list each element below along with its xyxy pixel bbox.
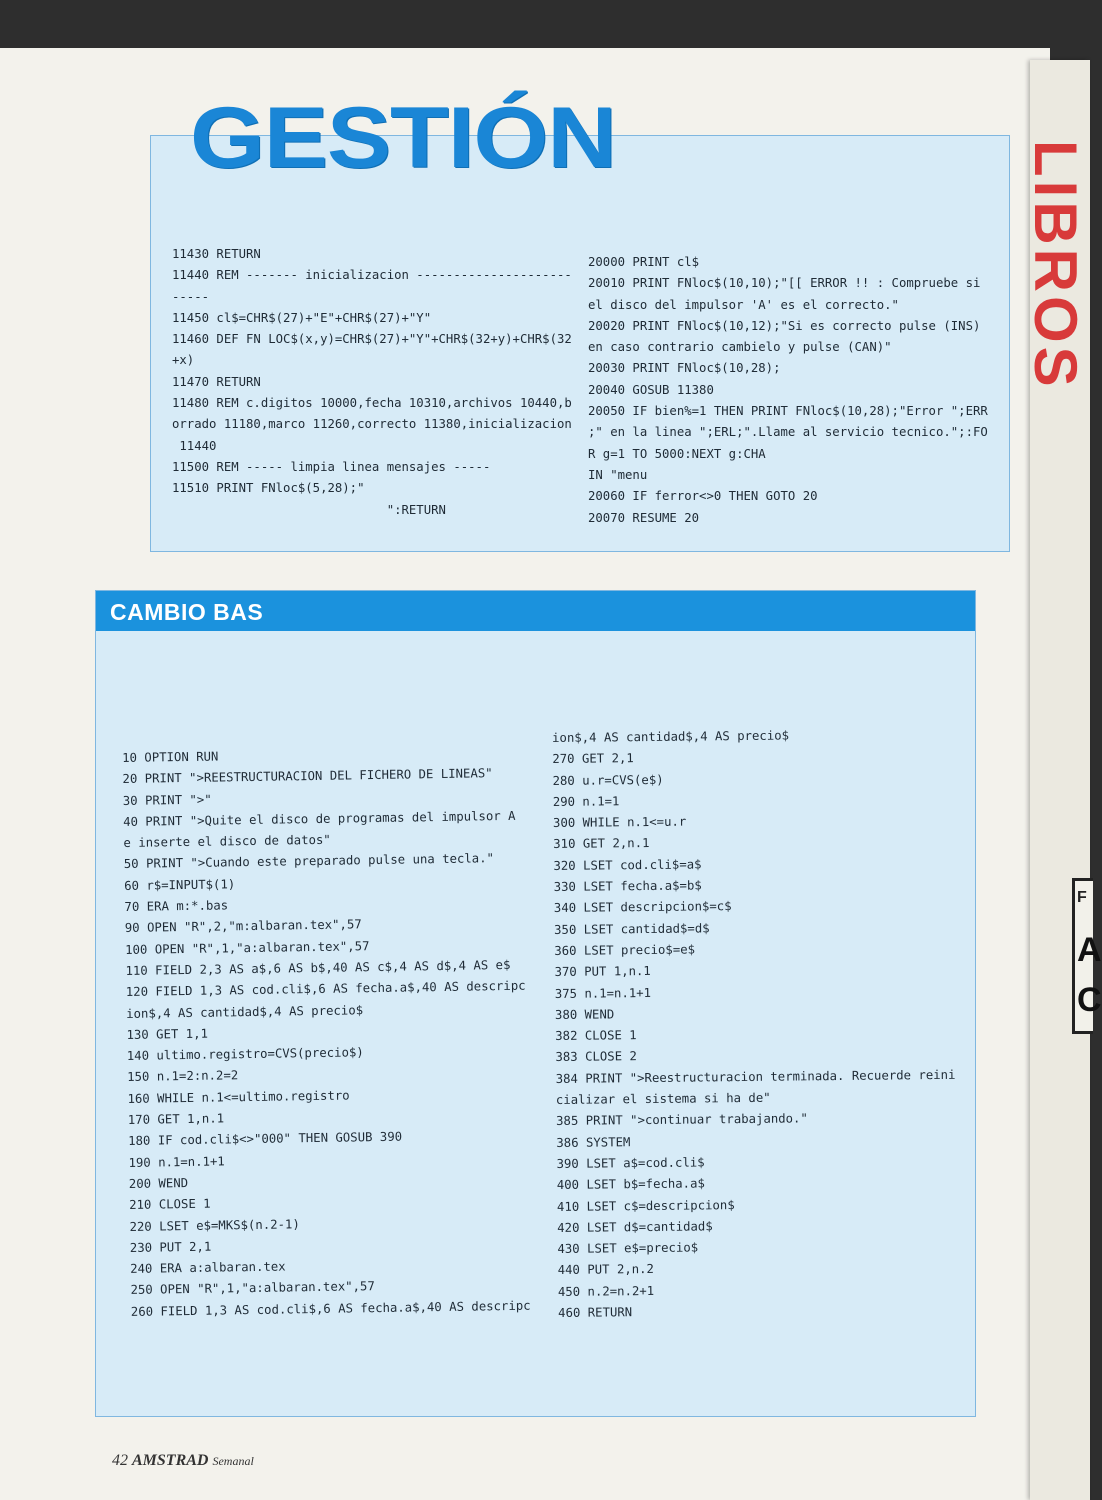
magazine-subtitle: Semanal <box>212 1454 254 1468</box>
side-box <box>1072 878 1102 1034</box>
cambio-code-right: ion$,4 AS cantidad$,4 AS precio$ 270 GET 2,1 280 u.r=CVS(e$) 290 n.1=1 300 WHILE n.1<=u.r 310 GET 2,n.1 320 LSET cod.cli$=a$ 330 LSET fecha.a$=b$ 340 LSET descripcion$=c$ 350 LSET cantidad$=d$ 360 LSET precio$=e$ 370 PUT 1,n.1 375 n.1=n.1+1 380 WEND 382 CLOSE 1 383 CLOSE 2 384 PRINT ">Reestructuracion terminada. Recuerde reini cializar el sistema si ha de" 385 PRINT ">continuar trabajando." 386 SYSTEM 390 LSET a$=cod.cli$ 400 LSET b$=fecha.a$ 410 LSET c$=descripcion$ 420 LSET d$=cantidad$ 430 LSET e$=precio$ 440 PUT 2,n.2 450 n.2=n.2+1 460 RETURN <box>552 728 956 1320</box>
section-header-bar <box>96 591 975 631</box>
page-title: GESTIÓN <box>190 90 616 186</box>
gestion-code-right: 20000 PRINT cl$ 20010 PRINT FNloc$(10,10);"[[ ERROR !! : Compruebe si el disco del impulsor 'A' es el correcto." 20020 PRINT FNloc$(10,12);"Si es correcto pulse (INS) en caso contrario cambielo y pulse (CAN)" 20030 PRINT FNloc$(10,28); 20040 GOSUB 11380 20050 IF bien%=1 THEN PRINT FNloc$(10,28);"Error ";ERR ;" en la linea ";ERL;".Llame al servicio tecnico.";:FO R g=1 TO 5000:NEXT g:CHA IN "menu 20060 IF ferror<>0 THEN GOTO 20 20070 RESUME 20 <box>588 255 988 525</box>
section-title: CAMBIO BAS <box>110 599 264 625</box>
gestion-code-left: 11430 RETURN 11440 REM ------- inicializacion --------------------- ----- 11450 cl$=CHR$(27)+"E"+CHR$(27)+"Y" 11460 DEF FN LOC$(x,y)=CHR$(27)+"Y"+CHR$(32+y)+CHR$(32 +x) 11470 RETURN 11480 REM c.digitos 10000,fecha 10310,archivos 10440,b orrado 11180,marco 11260,correcto 11380,inicializacion 11440 11500 REM ----- limpia linea mensajes ----- 11510 PRINT FNloc$(5,28);" ":RETURN <box>172 247 572 517</box>
cambio-code-left: 10 OPTION RUN 20 PRINT ">REESTRUCTURACION DEL FICHERO DE LINEAS" 30 PRINT ">" 40 PRINT ">Quite el disco de programas del impulsor A e inserte el disco de datos" 50 PRINT ">Cuando este preparado pulse una tecla." 60 r$=INPUT$(1) 70 ERA m:*.bas 90 OPEN "R",2,"m:albaran.tex",57 100 OPEN "R",1,"a:albaran.tex",57 110 FIELD 2,3 AS a$,6 AS b$,40 AS c$,4 AS d$,4 AS e$ 120 FIELD 1,3 AS cod.cli$,6 AS fecha.a$,40 AS descripc ion$,4 AS cantidad$,4 AS precio$ 130 GET 1,1 140 ultimo.registro=CVS(precio$) 150 n.1=2:n.2=2 160 WHILE n.1<=ultimo.registro 170 GET 1,n.1 180 IF cod.cli$<>"000" THEN GOSUB 390 190 n.1=n.1+1 200 WEND 210 CLOSE 1 220 LSET e$=MKS$(n.2-1) 230 PUT 2,1 240 ERA a:albaran.tex 250 OPEN "R",1,"a:albaran.tex",57 260 FIELD 1,3 AS cod.cli$,6 AS fecha.a$,40 AS descripc <box>122 749 531 1319</box>
side-box-letter-2: A <box>1077 931 1102 969</box>
page-number: 42 <box>112 1452 128 1469</box>
page-footer <box>112 1452 254 1470</box>
side-box-letter-1: F <box>1077 889 1087 906</box>
side-title-clip <box>1022 140 1090 391</box>
side-title: LIBROS <box>1022 140 1089 391</box>
side-box-letter-3: C <box>1077 981 1102 1019</box>
magazine-name: AMSTRAD <box>132 1452 209 1469</box>
